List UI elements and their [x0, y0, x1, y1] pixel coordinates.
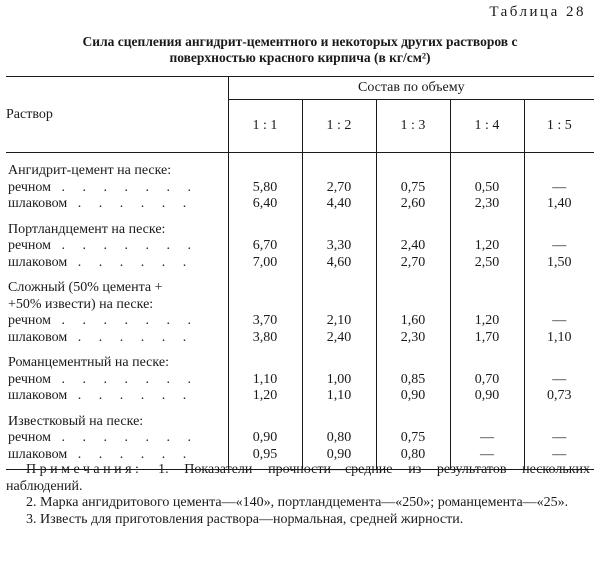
value-cell — [524, 271, 594, 346]
cell-value: 0,73 — [547, 388, 572, 403]
spacer — [451, 297, 524, 314]
group-label-text: Известковый на песке: — [8, 413, 144, 429]
cell-value: 1,10 — [252, 371, 278, 387]
leader-dots: . . . . . . . — [51, 179, 198, 195]
cell-value: 1,60 — [400, 313, 426, 328]
cell-value: 1,00 — [326, 371, 352, 387]
sub-row-label — [8, 238, 228, 255]
value-cell — [228, 153, 302, 213]
table-number: Таблица 28 — [489, 4, 586, 20]
value-cell — [376, 271, 450, 346]
row-label — [6, 153, 228, 213]
group-label-text: Портландцемент на песке: — [8, 221, 166, 237]
leader-dots: . . . . . . — [67, 446, 194, 462]
spacer — [377, 163, 450, 180]
note-3: 3. Известь для приготовления раствора—нормальная, средней жирности. — [26, 511, 464, 527]
spacer — [303, 222, 376, 239]
spacer — [451, 222, 524, 239]
spacer — [377, 222, 450, 239]
group-label-text: Ангидрит-цемент на песке: — [8, 163, 172, 178]
value-cell — [524, 405, 594, 470]
group-label-line — [8, 163, 228, 180]
spacer — [525, 355, 595, 372]
cell-value: 0,90 — [474, 388, 500, 403]
cell-value: 0,85 — [400, 371, 426, 387]
value-cell — [524, 153, 594, 213]
notes — [6, 462, 590, 528]
value-cell — [228, 271, 302, 346]
value-cell — [228, 405, 302, 470]
value-cell — [302, 405, 376, 470]
sub-row-name: речном — [8, 179, 51, 195]
value-cell — [376, 213, 450, 272]
cell-value: 0,95 — [252, 446, 278, 462]
column-header-ratio-4: 1 : 4 — [450, 100, 524, 153]
cell-value: 0,90 — [326, 446, 352, 462]
column-header-ratio-1: 1 : 1 — [228, 100, 302, 153]
cell-value: 1,70 — [474, 329, 500, 345]
spacer — [451, 163, 524, 180]
cell-value: 1,40 — [547, 196, 572, 211]
sub-row-name: речном — [8, 313, 51, 328]
cell-value: 6,40 — [252, 196, 278, 211]
note-1-text: 1. Показатели прочности—средние из результатов нескольких наблюдений. — [6, 462, 590, 494]
cell-value: 0,50 — [474, 179, 500, 195]
sub-row-name: шлаковом — [8, 196, 68, 211]
column-header-ratio-2: 1 : 2 — [302, 100, 376, 153]
table-body — [6, 153, 594, 470]
group-label-text: Романцементный на песке: — [8, 355, 169, 370]
value-cell — [302, 346, 376, 405]
sub-row-name: шлаковом — [8, 446, 68, 462]
value-cell — [524, 346, 594, 405]
cell-value: 2,70 — [400, 254, 426, 270]
group-label-line — [8, 355, 228, 372]
cell-value: 6,70 — [252, 238, 278, 253]
spacer — [451, 280, 524, 297]
notes-heading: Примечания: — [26, 462, 143, 477]
cell-value: 2,40 — [400, 238, 426, 253]
cell-value: 1,50 — [547, 254, 572, 270]
row-label — [6, 213, 228, 272]
cell-value: 1,20 — [474, 313, 500, 328]
spacer — [229, 297, 302, 314]
caption-line-1: Сила сцепления ангидрит-цементного и некоторых других растворов с — [82, 34, 518, 49]
spacer — [303, 280, 376, 297]
group-label-line — [8, 280, 228, 297]
leader-dots: . . . . . . . — [51, 430, 198, 445]
value-cell — [228, 346, 302, 405]
sub-row-name: шлаковом — [8, 254, 68, 270]
table-row-group — [6, 271, 594, 346]
spacer — [525, 414, 595, 431]
value-cell — [376, 153, 450, 213]
group-label-line — [8, 297, 228, 314]
group-label-line — [8, 222, 228, 239]
value-cell — [302, 271, 376, 346]
cell-value: — — [480, 446, 494, 462]
spacer — [525, 280, 595, 297]
cell-value: 2,30 — [400, 329, 426, 345]
spacer — [229, 222, 302, 239]
spacer — [377, 414, 450, 431]
cell-value: — — [552, 430, 567, 445]
sub-row-name: речном — [8, 430, 51, 445]
group-label-text: Сложный (50% цемента + — [8, 280, 163, 295]
cell-value: — — [552, 238, 567, 253]
cell-value: 0,80 — [326, 430, 352, 445]
note-2: 2. Марка ангидритового цемента—«140», портландцемента—«250»; романцемента—«25». — [26, 495, 569, 510]
caption-line-2: поверхностью красного кирпича (в кг/см²) — [169, 50, 431, 65]
cell-value: 0,90 — [400, 388, 426, 403]
cell-value: 4,60 — [326, 254, 352, 270]
cell-value: — — [552, 371, 567, 387]
cell-value: 3,30 — [326, 238, 352, 253]
cell-value: — — [552, 313, 567, 328]
cell-value: 2,40 — [326, 329, 352, 345]
spacer — [303, 163, 376, 180]
sub-row-label — [8, 372, 228, 389]
row-label — [6, 346, 228, 405]
sub-row-name: речном — [8, 238, 51, 253]
value-cell — [302, 153, 376, 213]
value-cell — [450, 271, 524, 346]
cell-value: 1,20 — [474, 238, 500, 253]
column-header-ratio-3: 1 : 3 — [376, 100, 450, 153]
cell-value: 0,80 — [400, 446, 426, 462]
column-header-raster: Раствор — [6, 77, 228, 153]
data-table — [6, 76, 594, 470]
leader-dots: . . . . . . — [67, 388, 194, 403]
sub-row-label — [8, 196, 228, 213]
cell-value: 3,70 — [252, 313, 278, 328]
table-caption — [0, 34, 600, 66]
leader-dots: . . . . . . . — [51, 238, 198, 253]
table-row-group — [6, 346, 594, 405]
sub-row-label — [8, 255, 228, 272]
cell-value: 0,75 — [400, 179, 426, 195]
group-label-text: +50% извести) на песке: — [8, 296, 154, 312]
sub-row-label — [8, 388, 228, 405]
cell-value: 4,40 — [326, 196, 352, 211]
sub-row-label — [8, 430, 228, 447]
leader-dots: . . . . . . . — [51, 313, 198, 328]
spacer — [377, 355, 450, 372]
spacer — [303, 414, 376, 431]
spacer — [377, 297, 450, 314]
value-cell — [450, 405, 524, 470]
column-header-ratio-5: 1 : 5 — [524, 100, 594, 153]
leader-dots: . . . . . . — [67, 196, 194, 211]
cell-value: 1,10 — [326, 388, 352, 403]
spacer — [525, 297, 595, 314]
cell-value: 2,10 — [326, 313, 352, 328]
cell-value: 0,70 — [474, 371, 500, 387]
spacer — [377, 280, 450, 297]
value-cell — [450, 346, 524, 405]
row-label — [6, 405, 228, 470]
cell-value: 1,10 — [547, 329, 572, 345]
value-cell — [376, 346, 450, 405]
spacer — [451, 355, 524, 372]
column-group-header: Состав по объему — [228, 77, 594, 100]
spacer — [525, 163, 595, 180]
spacer — [229, 163, 302, 180]
cell-value: 0,90 — [252, 430, 278, 445]
table-row-group — [6, 405, 594, 470]
value-cell — [450, 213, 524, 272]
cell-value: 1,20 — [252, 388, 278, 403]
cell-value: — — [552, 446, 567, 462]
row-label — [6, 271, 228, 346]
table-row-group — [6, 153, 594, 213]
spacer — [303, 297, 376, 314]
group-label-line — [8, 414, 228, 431]
value-cell — [524, 213, 594, 272]
cell-value: 2,60 — [400, 196, 426, 211]
cell-value: — — [552, 179, 567, 195]
spacer — [229, 355, 302, 372]
cell-value: 3,80 — [252, 329, 278, 345]
cell-value: 7,00 — [252, 254, 278, 270]
table-row-group — [6, 213, 594, 272]
sub-row-name: речном — [8, 371, 51, 387]
cell-value: 5,80 — [252, 179, 278, 195]
cell-value: 2,30 — [474, 196, 500, 211]
spacer — [451, 414, 524, 431]
cell-value: 2,50 — [474, 254, 500, 270]
leader-dots: . . . . . . . — [51, 371, 198, 387]
spacer — [229, 280, 302, 297]
cell-value: 2,70 — [326, 179, 352, 195]
spacer — [303, 355, 376, 372]
leader-dots: . . . . . . — [67, 254, 194, 270]
sub-row-label — [8, 447, 228, 464]
cell-value: 0,75 — [400, 430, 426, 445]
note-1 — [6, 462, 590, 495]
sub-row-label — [8, 313, 228, 330]
sub-row-label — [8, 330, 228, 347]
cell-value: — — [480, 430, 494, 445]
value-cell — [302, 213, 376, 272]
spacer — [229, 414, 302, 431]
leader-dots: . . . . . . — [67, 329, 194, 345]
sub-row-label — [8, 180, 228, 197]
sub-row-name: шлаковом — [8, 388, 68, 403]
value-cell — [376, 405, 450, 470]
value-cell — [450, 153, 524, 213]
sub-row-name: шлаковом — [8, 329, 68, 345]
spacer — [525, 222, 595, 239]
value-cell — [228, 213, 302, 272]
